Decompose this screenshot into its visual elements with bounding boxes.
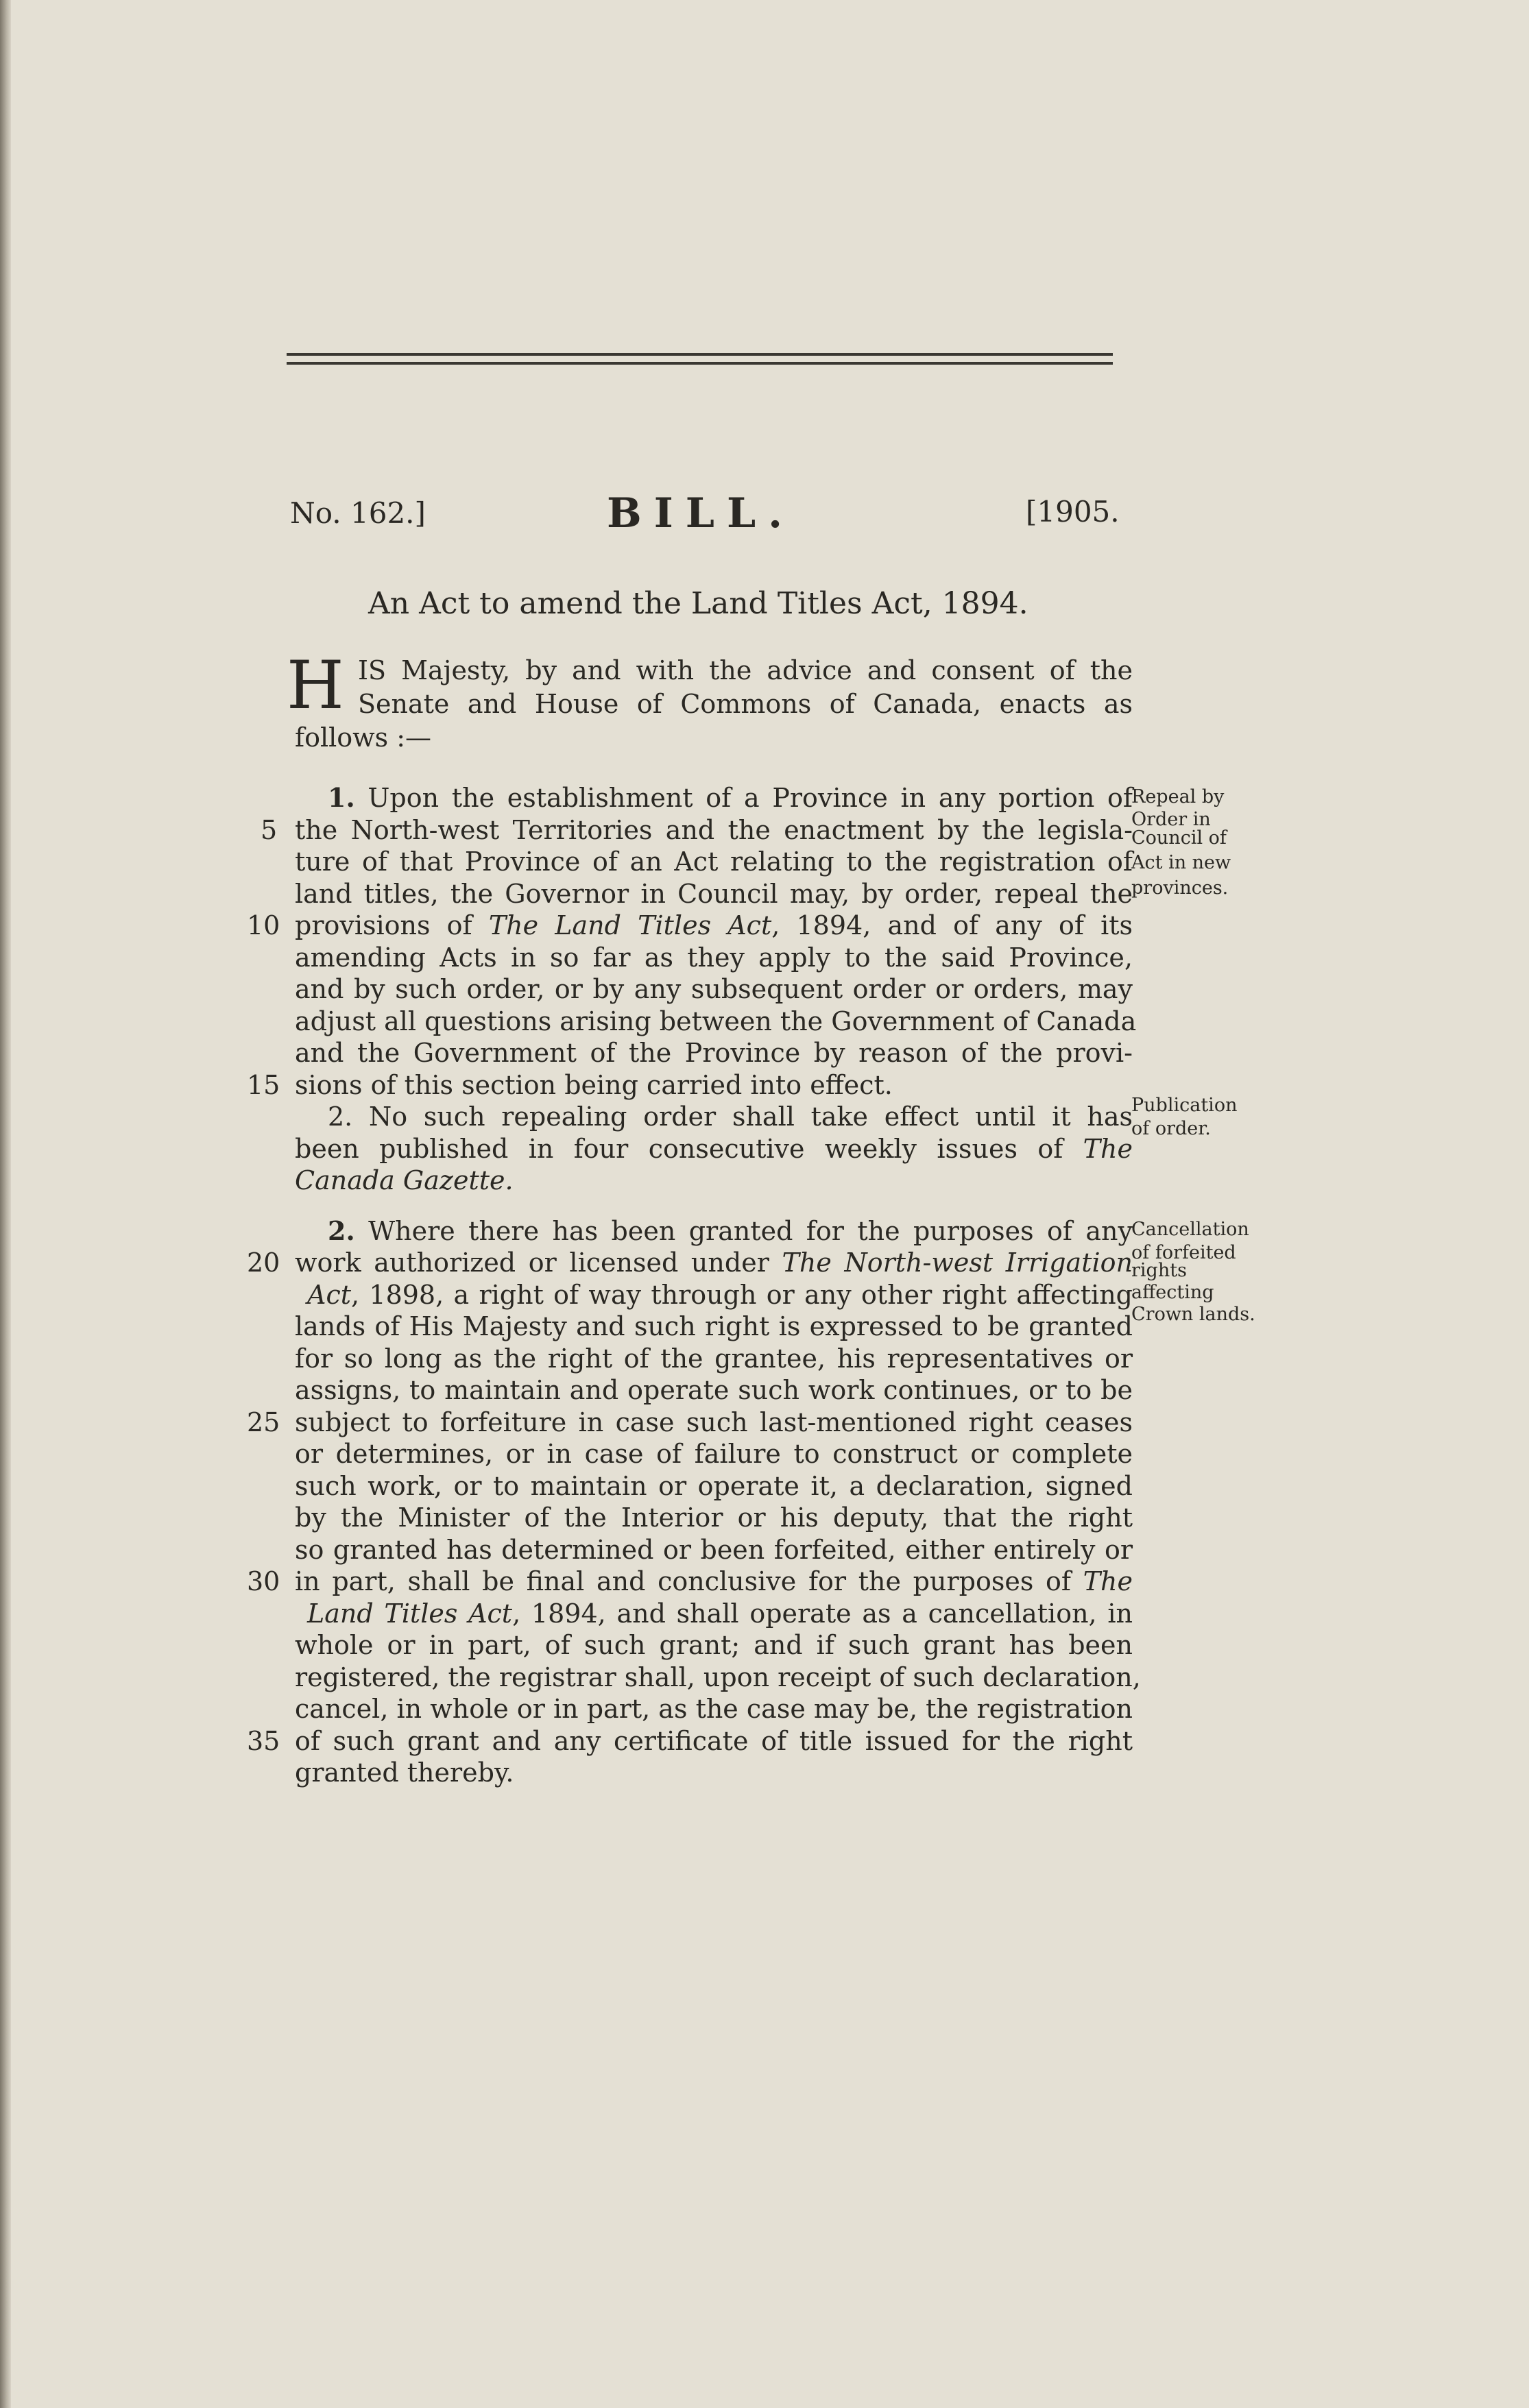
section2-line: subject to forfeiture in case such last-mentioned right ceases (295, 1407, 1133, 1437)
section2-line: Act, 1898, a right of way through or any other right affecting (307, 1280, 1133, 1310)
section2-line: registered, the registrar shall, upon receipt of such declaration, (295, 1662, 1141, 1692)
section2-line: 2. Where there has been granted for the purposes of any (328, 1215, 1133, 1246)
margin-note: rights (1131, 1260, 1187, 1281)
bill-number: No. 162.] (290, 496, 426, 530)
section1-sub2-line: Canada Gazette. (295, 1165, 514, 1195)
section1-sub2-line: been published in four consecutive weekly issues of The (295, 1134, 1133, 1164)
section2-line: by the Minister of the Interior or his deputy, that the right (295, 1503, 1133, 1533)
preamble-line: follows :— (295, 722, 432, 753)
margin-note: Cancellation (1131, 1219, 1249, 1240)
preamble-line: IS Majesty, by and with the advice and consent of the (358, 655, 1133, 685)
margin-note: Act in new (1131, 852, 1231, 873)
margin-note: of order. (1131, 1118, 1211, 1139)
section1-line: 1. Upon the establishment of a Province in any portion of (328, 782, 1133, 813)
drop-cap: H (287, 647, 344, 724)
line-number: 10 (247, 910, 280, 940)
section2-line: cancel, in whole or in part, as the case may be, the registration (295, 1694, 1133, 1724)
section2-line: or determines, or in case of failure to construct or complete (295, 1439, 1133, 1469)
section2-line: assigns, to maintain and operate such work continues, or to be (295, 1375, 1133, 1405)
line-number: 30 (247, 1566, 280, 1596)
section2-line: work authorized or licensed under The North-west Irrigation (295, 1248, 1133, 1278)
section2-line: such work, or to maintain or operate it, a declaration, signed (295, 1471, 1133, 1501)
line-number: 15 (247, 1070, 280, 1100)
margin-note: affecting (1131, 1282, 1214, 1303)
line-number: 5 (261, 815, 278, 845)
margin-note: provinces. (1131, 877, 1229, 899)
section2-label: 2. (328, 1215, 355, 1246)
section2-line: of such grant and any certificate of title issued for the right (295, 1726, 1133, 1756)
section1-line: the North-west Territories and the enactment by the legisla- (295, 815, 1133, 845)
section2-line: for so long as the right of the grantee, his representatives or (295, 1343, 1133, 1374)
section1-line: sions of this section being carried into effect. (295, 1070, 893, 1100)
bill-year: [1905. (1026, 495, 1120, 528)
act-title: An Act to amend the Land Titles Act, 1894. (368, 586, 1028, 621)
section1-line: ture of that Province of an Act relating to the registration of (295, 847, 1133, 877)
margin-note: Council of (1131, 827, 1227, 849)
top-rule (287, 353, 1113, 356)
section2-line: whole or in part, of such grant; and if such grant has been (295, 1630, 1133, 1660)
section1-sub2-line: 2. No such repealing order shall take effect until it has (328, 1102, 1133, 1132)
top-rule-2 (287, 362, 1113, 365)
preamble-line: Senate and House of Commons of Canada, enacts as (358, 689, 1133, 719)
margin-note: Publication (1131, 1095, 1238, 1116)
section1-line: amending Acts in so far as they apply to the said Province, (295, 942, 1133, 973)
section2-line: Land Titles Act, 1894, and shall operate as a cancellation, in (307, 1598, 1133, 1629)
line-number: 35 (247, 1726, 280, 1756)
section2-line: granted thereby. (295, 1758, 514, 1788)
margin-note: Repeal by (1131, 786, 1225, 807)
section2-line: so granted has determined or been forfeited, either entirely or (295, 1535, 1133, 1565)
line-number: 25 (247, 1407, 280, 1437)
section1-line: and by such order, or by any subsequent order or orders, may (295, 974, 1133, 1004)
margin-note: Crown lands. (1131, 1304, 1255, 1325)
line-number: 20 (247, 1248, 280, 1278)
section1-label: 1. (328, 782, 355, 813)
section2-line: in part, shall be final and conclusive for the purposes of The (295, 1566, 1133, 1596)
section1-line: and the Government of the Province by reason of the provi- (295, 1038, 1133, 1068)
section1-line: land titles, the Governor in Council may, by order, repeal the (295, 879, 1133, 909)
page-binding-edge (0, 0, 11, 2408)
margin-note: Order in (1131, 809, 1211, 830)
section1-line: adjust all questions arising between the Government of Canada (295, 1006, 1137, 1036)
section2-line: lands of His Majesty and such right is expressed to be granted (295, 1311, 1133, 1341)
margin-note: of forfeited (1131, 1242, 1236, 1263)
section1-line: provisions of The Land Titles Act, 1894, and of any of its (295, 910, 1133, 940)
bill-heading: BILL. (607, 489, 795, 537)
